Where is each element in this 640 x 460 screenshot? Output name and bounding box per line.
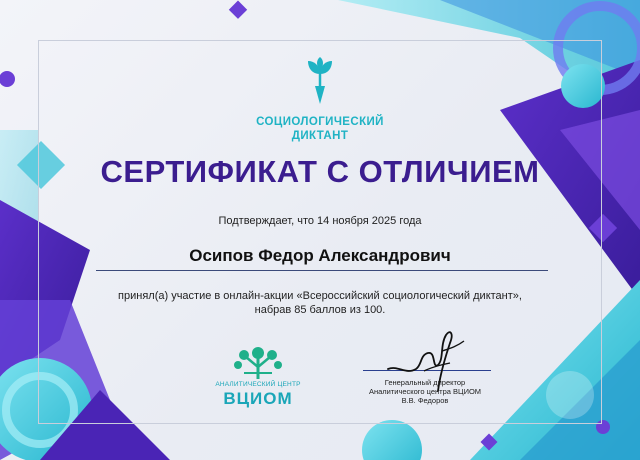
name-underline: [96, 270, 548, 271]
participation-text-line2: набрав 85 баллов из 100.: [254, 304, 386, 316]
recipient-name: Осипов Федор Александрович: [189, 246, 451, 265]
dictation-title-line2: ДИКТАНТ: [291, 130, 349, 142]
signer-title-line1: Генеральный директор: [384, 378, 466, 387]
vciom-name: ВЦИОМ: [223, 389, 293, 408]
plant-pen-logo-icon: [302, 56, 338, 106]
vciom-subtitle: АНАЛИТИЧЕСКИЙ ЦЕНТР: [215, 381, 301, 388]
participation-text-line1: принял(а) участие в онлайн-акции «Всероссийский социологический диктант»,: [118, 290, 522, 302]
signer-title-line2: Аналитического центра ВЦИОМ: [368, 387, 482, 396]
dictation-title-line1: СОЦИОЛОГИЧЕСКИЙ: [256, 116, 384, 128]
certificate-title: СЕРТИФИКАТ С ОТЛИЧИЕМ: [100, 154, 540, 189]
confirm-text: Подтверждает, что 14 ноября 2025 года: [218, 215, 422, 227]
signer-name: В.В. Федоров: [401, 396, 449, 405]
